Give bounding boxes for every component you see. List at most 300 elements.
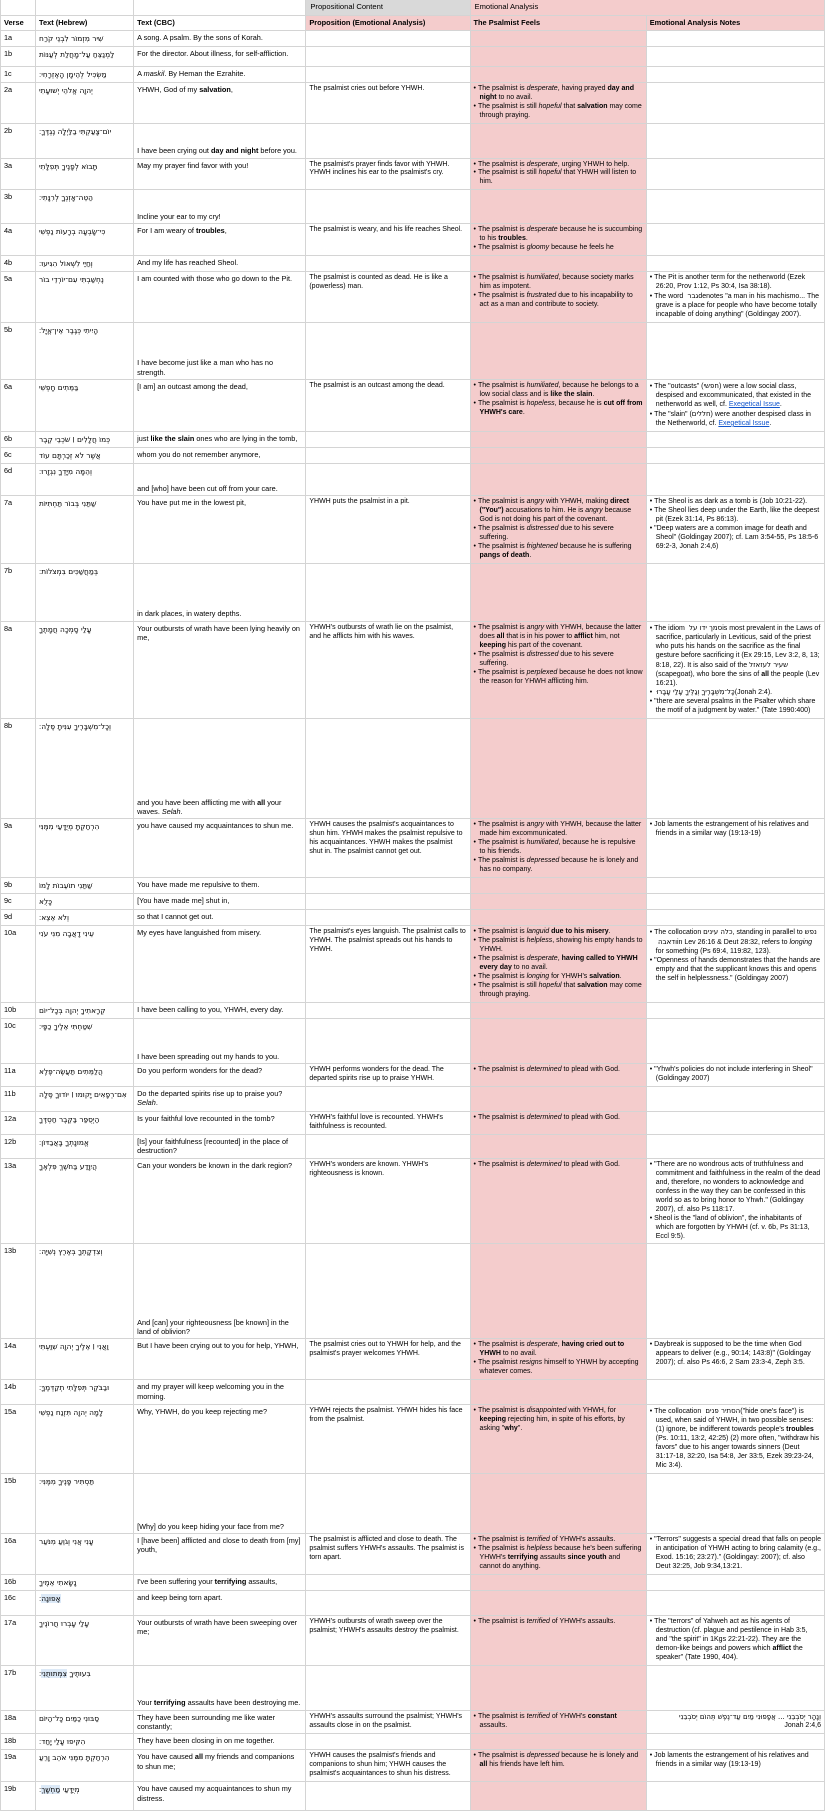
table-row[interactable] <box>1 448 825 464</box>
table-row[interactable] <box>1 1112 825 1135</box>
verse-reference: 5a <box>1 272 36 323</box>
table-row[interactable] <box>1 1019 825 1064</box>
bullet-list <box>474 382 643 418</box>
hebrew-text-cell: אִם־רְפָאִים יָקוּמוּ ׀ יוֹדוּךָ סֶּלָה <box>36 1087 134 1112</box>
hebrew-text-cell: יוֹם־צָעַקְתִּי בַלַּיְלָה נֶגְדֶּךָ׃ <box>36 123 134 158</box>
emotional-analysis-notes-cell <box>646 464 824 496</box>
psalmist-feels-cell <box>470 719 646 819</box>
table-row[interactable] <box>1 1782 825 1811</box>
cbc-translation-cell: You have put me in the lowest pit, <box>134 496 306 564</box>
psalmist-feels-cell <box>470 448 646 464</box>
bullet-list <box>474 1341 643 1377</box>
emotional-analysis-notes-cell <box>646 926 824 1003</box>
psalmist-feels-cell <box>470 1473 646 1533</box>
group-header-propositional-content: Propositional Content <box>306 0 470 15</box>
bullet-item: • The Pit is another term for the netherworld (Ezek 26:20, Prov 1:12, Ps 30:4, Isa 38:18). <box>650 274 821 292</box>
proposition-cell <box>306 1574 470 1590</box>
verse-reference: 15b <box>1 1473 36 1533</box>
verse-reference: 6d <box>1 464 36 496</box>
cbc-translation-cell: I have been crying out day and night before you. <box>134 123 306 158</box>
verse-reference: 3a <box>1 158 36 190</box>
verse-reference: 6b <box>1 431 36 447</box>
psalmist-feels-cell <box>470 66 646 82</box>
psalmist-feels-cell <box>470 819 646 878</box>
psalmist-feels-cell <box>470 1405 646 1474</box>
hebrew-text-cell: מַשְׂכִּיל לְהֵימָן הָאֶזְרָחִי׃ <box>36 66 134 82</box>
emotional-analysis-notes-cell <box>646 1380 824 1405</box>
table-row[interactable] <box>1 910 825 926</box>
proposition-cell: YHWH causes the psalmist's acquaintances to shun him. YHWH makes the psalmist repulsive to his acquaintances. YHWH makes the psalmist shut in. The psalmist cannot get out. <box>306 819 470 878</box>
group-header-blank-cbc <box>134 0 306 15</box>
column-header-proposition[interactable]: Proposition (Emotional Analysis) <box>306 15 470 30</box>
bullet-item: • The psalmist is longing for YHWH's salvation. <box>474 973 643 982</box>
emotional-analysis-notes-cell <box>646 82 824 123</box>
cbc-translation-cell: I've been suffering your terrifying assaults, <box>134 1574 306 1590</box>
hebrew-text-cell: קְרָאתִיךָ יְהוָה בְּכָל־יוֹם <box>36 1002 134 1018</box>
proposition-cell <box>306 464 470 496</box>
cbc-translation-cell: I have become just like a man who has no strength. <box>134 323 306 380</box>
hebrew-text-cell: עָלַי עָבְרוּ חֲרוֹנֶיךָ <box>36 1615 134 1665</box>
table-row[interactable] <box>1 819 825 878</box>
cbc-translation-cell: They have been closing in on me together. <box>134 1734 306 1750</box>
column-header-row <box>1 15 825 30</box>
verse-reference: 10a <box>1 926 36 1003</box>
table-row[interactable] <box>1 1615 825 1665</box>
bullet-item: • The psalmist is still hopeful that salvation may come through praying. <box>474 982 643 1000</box>
cbc-translation-cell: you have caused my acquaintances to shun me. <box>134 819 306 878</box>
emotional-analysis-notes-cell <box>646 719 824 819</box>
bullet-item: • The psalmist is distressed due to his severe suffering. <box>474 651 643 669</box>
verse-reference: 6c <box>1 448 36 464</box>
cbc-translation-cell: But I have been crying out to you for help, YHWH, <box>134 1339 306 1380</box>
hebrew-text-cell: נֶחְשַׁבְתִּי עִם־יוֹרְדֵי בוֹר <box>36 272 134 323</box>
verse-reference: 10b <box>1 1002 36 1018</box>
verse-reference: 1c <box>1 66 36 82</box>
table-row[interactable] <box>1 1590 825 1615</box>
verse-reference: 1a <box>1 30 36 46</box>
hebrew-text-cell: וַאֲנִי ׀ אֵלֶיךָ יְהוָה שִׁוַּעְתִּי <box>36 1339 134 1380</box>
table-row[interactable] <box>1 621 825 719</box>
table-row[interactable] <box>1 1002 825 1018</box>
table-row[interactable] <box>1 464 825 496</box>
bullet-list <box>650 1161 821 1242</box>
hebrew-text-cell: עָנִי אֲנִי וְגֹוֵעַ מִנֹּעַר <box>36 1533 134 1574</box>
verse-reference: 9a <box>1 819 36 878</box>
cbc-translation-cell: You have caused all my friends and companions to shun me; <box>134 1750 306 1782</box>
proposition-cell <box>306 30 470 46</box>
table-row[interactable] <box>1 496 825 564</box>
table-row[interactable] <box>1 224 825 256</box>
proposition-cell <box>306 1019 470 1064</box>
table-row[interactable] <box>1 1574 825 1590</box>
bullet-item: • The psalmist is helpless, showing his empty hands to YHWH. <box>474 937 643 955</box>
psalmist-feels-cell <box>470 496 646 564</box>
table-row[interactable] <box>1 30 825 46</box>
psalmist-feels-cell <box>470 1339 646 1380</box>
proposition-cell: The psalmist's eyes languish. The psalmist calls to YHWH. The psalmist spreads out his hands to YHWH. <box>306 926 470 1003</box>
emotional-analysis-notes-cell <box>646 1244 824 1339</box>
cbc-translation-cell: May my prayer find favor with you! <box>134 158 306 190</box>
psalmist-feels-cell <box>470 82 646 123</box>
cbc-translation-cell: YHWH, God of my salvation, <box>134 82 306 123</box>
table-row[interactable] <box>1 1158 825 1244</box>
psalmist-feels-cell <box>470 30 646 46</box>
table-row[interactable] <box>1 1750 825 1782</box>
bullet-item: • "Yhwh's policies do not include interfering in Sheol" (Goldingay 2007) <box>650 1066 821 1084</box>
bullet-item: • "There are no wondrous acts of truthfulness and commitment and faithfulness in the realm of the dead and, therefore, no wonders to acknowledge and confess in the way they can be confessed in this world so as to bring honor to Yhwh." (Goldingay 2007), cf. also Ps 118:17. <box>650 1161 821 1215</box>
hebrew-text-cell: וְהֵמָּה מִיָּדְךָ נִגְזָרוּ׃ <box>36 464 134 496</box>
emotional-analysis-notes-cell <box>646 621 824 719</box>
proposition-cell <box>306 1244 470 1339</box>
hebrew-text-cell: סַבּוּנִי כַמַּיִם כָּל־הַיּוֹם <box>36 1710 134 1734</box>
hebrew-text-cell: כִּי־שָׂבְעָה בְרָעוֹת נַפְשִׁי <box>36 224 134 256</box>
psalmist-feels-cell <box>470 1574 646 1590</box>
hebrew-text-cell: כְּמוֹ חֲלָלִים ׀ שֹׁכְבֵי קֶבֶר <box>36 431 134 447</box>
hebrew-text-cell: תַּסְתִּיר פָּנֶיךָ מִמֶּנִּי׃ <box>36 1473 134 1533</box>
hebrew-text-cell: הַטֵּה־אָזְנְךָ לְרִנָּתִי׃ <box>36 190 134 224</box>
hebrew-text-cell: בִּעוּתֶיךָ צִמְּתוּתֻנִי <box>36 1665 134 1710</box>
bullet-list <box>650 1752 821 1770</box>
table-row[interactable] <box>1 1244 825 1339</box>
emotional-analysis-notes-cell <box>646 158 824 190</box>
table-row[interactable] <box>1 272 825 323</box>
proposition-cell: The psalmist cries out to YHWH for help, and the psalmist's prayer welcomes YHWH. <box>306 1339 470 1380</box>
table-row[interactable] <box>1 719 825 819</box>
cbc-translation-cell: Your terrifying assaults have been destroying me. <box>134 1665 306 1710</box>
table-row[interactable] <box>1 1405 825 1474</box>
table-row[interactable] <box>1 256 825 272</box>
psalmist-feels-cell <box>470 1244 646 1339</box>
verse-reference: 12a <box>1 1112 36 1135</box>
verse-reference: 11b <box>1 1087 36 1112</box>
table-row[interactable] <box>1 878 825 894</box>
table-row[interactable] <box>1 46 825 66</box>
verse-reference: 19b <box>1 1782 36 1811</box>
psalmist-feels-cell <box>470 1019 646 1064</box>
proposition-cell <box>306 1380 470 1405</box>
emotional-analysis-notes-cell <box>646 496 824 564</box>
proposition-cell <box>306 1665 470 1710</box>
emotional-analysis-notes-cell <box>646 1019 824 1064</box>
verse-reference: 7a <box>1 496 36 564</box>
psalmist-feels-cell <box>470 158 646 190</box>
cbc-translation-cell: [I am] an outcast among the dead, <box>134 380 306 432</box>
column-header-emotional-analysis-notes[interactable]: Emotional Analysis Notes <box>646 15 824 30</box>
bullet-item: • "Deep waters are a common image for death and Sheol" (Goldingay 2007); cf. Lam 3:54-55, Ps 18:5-6 69:2-3, Jonah 2:4,6) <box>650 525 821 552</box>
bullet-list <box>650 1536 821 1572</box>
bullet-item: • The Sheol is as dark as a tomb is (Job 10:21-22). <box>650 498 821 507</box>
bullet-list <box>474 1713 643 1731</box>
bullet-item: • The psalmist is desperate because he is succumbing to his troubles. <box>474 226 643 244</box>
proposition-cell: YHWH's outbursts of wrath lie on the psalmist, and he afflicts him with his waves. <box>306 621 470 719</box>
cbc-translation-cell: For the director. About illness, for self-affliction. <box>134 46 306 66</box>
hebrew-text-cell: הִרְחַקְתָּ מְיֻדָּעַי מִמֶּנִּי <box>36 819 134 878</box>
psalmist-feels-cell <box>470 1665 646 1710</box>
emotional-analysis-notes-cell <box>646 1002 824 1018</box>
cbc-translation-cell: [Why] do you keep hiding your face from me? <box>134 1473 306 1533</box>
proposition-cell <box>306 123 470 158</box>
table-row[interactable] <box>1 431 825 447</box>
verse-reference: 16a <box>1 1533 36 1574</box>
proposition-cell <box>306 190 470 224</box>
bullet-item: • The idiom סמך ידו על is most prevalent in the Laws of sacrifice, particularly in Leviticus, said of the priest who puts his hands on the sacrifice as the final gesture before sacrificing it (Ex 29:15, Lev 3:2, 8, 13; 8:18, 22). It is also said of the שעיר לעזאזל (scapegoat), who bore the sins of all the people (Lev 16:21). <box>650 624 821 689</box>
cbc-translation-cell: just like the slain ones who are lying in the tomb, <box>134 431 306 447</box>
hebrew-text-cell: נָשָׂאתִי אֵמֶיךָ <box>36 1574 134 1590</box>
emotional-analysis-notes-cell <box>646 1574 824 1590</box>
table-row[interactable] <box>1 190 825 224</box>
column-header-verse[interactable]: Verse <box>1 15 36 30</box>
verse-reference: 9b <box>1 878 36 894</box>
bullet-list <box>650 821 821 839</box>
bullet-list <box>650 382 821 429</box>
proposition-cell: YHWH puts the psalmist in a pit. <box>306 496 470 564</box>
proposition-cell <box>306 1782 470 1811</box>
hebrew-text-cell: שִׁיר מִזְמוֹר לִבְנֵי קֹרַח <box>36 30 134 46</box>
bullet-list <box>474 928 643 1000</box>
hebrew-text-cell: הַיְסֻפַּר בַּקֶּבֶר חַסְדֶּךָ <box>36 1112 134 1135</box>
table-row[interactable] <box>1 1665 825 1710</box>
psalmist-feels-cell <box>470 563 646 621</box>
psalmist-feels-cell <box>470 1158 646 1244</box>
table-row[interactable] <box>1 1380 825 1405</box>
emotional-analysis-notes-cell <box>646 819 824 878</box>
hebrew-text-cell: לַמְנַצֵּחַ עַל־מָחֲלַת לְעַנּוֹת <box>36 46 134 66</box>
proposition-cell <box>306 1734 470 1750</box>
bullet-list <box>650 1407 821 1471</box>
table-row[interactable] <box>1 1734 825 1750</box>
column-header-psalmist-feels[interactable]: The Psalmist Feels <box>470 15 646 30</box>
emotional-analysis-notes-cell <box>646 1473 824 1533</box>
cbc-translation-cell: I have been calling to you, YHWH, every day. <box>134 1002 306 1018</box>
hebrew-text-cell: וְכָל־מִשְׁבָּרֶיךָ עִנִּיתָ סֶּלָה׃ <box>36 719 134 819</box>
cbc-translation-cell: and you have been afflicting me with all your waves. Selah. <box>134 719 306 819</box>
emotional-analysis-notes-cell <box>646 66 824 82</box>
proposition-cell <box>306 878 470 894</box>
emotional-analysis-notes-cell <box>646 46 824 66</box>
hebrew-text-cell: עֵינִי דָאֲבָה מִנִּי עֹנִי <box>36 926 134 1003</box>
table-row[interactable] <box>1 323 825 380</box>
table-row[interactable] <box>1 1064 825 1087</box>
bullet-list <box>650 928 821 984</box>
emotional-analysis-notes-cell <box>646 380 824 432</box>
bullet-item: • The psalmist is terrified of YHWH's assaults. <box>474 1618 643 1627</box>
group-header-emotional-analysis: Emotional Analysis <box>470 0 824 15</box>
bullet-item: • The psalmist is frightened because he is suffering pangs of death. <box>474 543 643 561</box>
bullet-list <box>474 1752 643 1770</box>
verse-reference: 18a <box>1 1710 36 1734</box>
table-row[interactable] <box>1 1473 825 1533</box>
emotional-analysis-notes-cell <box>646 563 824 621</box>
bullet-item: • The psalmist is gloomy because he feels he <box>474 244 643 253</box>
group-header-row <box>1 0 825 15</box>
bullet-item: • The psalmist is desperate, urging YHWH to help. <box>474 161 643 170</box>
bullet-item: • The psalmist resigns himself to YHWH by accepting whatever comes. <box>474 1359 643 1377</box>
bullet-item: • The psalmist is terrified of YHWH's assaults. <box>474 1536 643 1545</box>
column-header-text-hebrew[interactable]: Text (Hebrew) <box>36 15 134 30</box>
psalmist-feels-cell <box>470 380 646 432</box>
emotional-analysis-notes-cell <box>646 1665 824 1710</box>
bullet-item: • The psalmist is perplexed because he does not know the reason for YHWH afflicting him. <box>474 669 643 687</box>
bullet-item: • The psalmist is humiliated, because he belongs to a low social class and is like the slain. <box>474 382 643 400</box>
bullet-item: • The psalmist is determined to plead with God. <box>474 1066 643 1075</box>
table-row[interactable] <box>1 158 825 190</box>
table-row[interactable] <box>1 82 825 123</box>
verse-reference: 10c <box>1 1019 36 1064</box>
bullet-list <box>474 821 643 875</box>
emotional-analysis-notes-cell <box>646 190 824 224</box>
verse-reference: 9c <box>1 894 36 910</box>
bullet-list <box>474 1407 643 1434</box>
bullet-item: • The psalmist is still hopeful that salvation may come through praying. <box>474 103 643 121</box>
citation-reference: Jonah 2:4,6 <box>784 1721 821 1729</box>
psalmist-feels-cell <box>470 190 646 224</box>
verse-reference: 9d <box>1 910 36 926</box>
table-row[interactable] <box>1 1533 825 1574</box>
proposition-cell: The psalmist is weary, and his life reaches Sheol. <box>306 224 470 256</box>
hebrew-text-cell: הֲיִוָּדַע בַּחֹשֶׁךְ פִּלְאֶךָ <box>36 1158 134 1244</box>
proposition-cell <box>306 323 470 380</box>
hebrew-text-cell: הָיִיתִי כְּגֶבֶר אֵין־אֱיָל׃ <box>36 323 134 380</box>
bullet-list <box>474 1114 643 1123</box>
cbc-translation-cell: For I am weary of troubles, <box>134 224 306 256</box>
hebrew-text-cell: אֲשֶׁר לֹא זְכַרְתָּם עוֹד <box>36 448 134 464</box>
proposition-cell: YHWH's faithful love is recounted. YHWH's faithfulness is recounted. <box>306 1112 470 1135</box>
bullet-item: • The psalmist is determined to plead with God. <box>474 1161 643 1170</box>
bullet-item: • The psalmist is depressed because he is lonely and has no company. <box>474 857 643 875</box>
bullet-item: • The psalmist is frustrated due to his incapability to act as a man and contribute to society. <box>474 292 643 310</box>
bullet-item: • Job laments the estrangement of his relatives and friends in a similar way (19:13-19) <box>650 1752 821 1770</box>
bullet-list <box>650 1341 821 1368</box>
bullet-item: • The psalmist is languid due to his misery. <box>474 928 643 937</box>
hebrew-text-cell: הִרְחַקְתָּ מִמֶּנִּי אֹהֵב וָרֵעַ <box>36 1750 134 1782</box>
psalmist-feels-cell <box>470 1533 646 1574</box>
bullet-list <box>650 1618 821 1663</box>
table-row[interactable] <box>1 380 825 432</box>
verse-reference: 13b <box>1 1244 36 1339</box>
emotional-analysis-notes-cell <box>646 256 824 272</box>
psalmist-feels-cell <box>470 323 646 380</box>
proposition-cell <box>306 1087 470 1112</box>
cbc-translation-cell: I have been spreading out my hands to you. <box>134 1019 306 1064</box>
verse-reference: 8b <box>1 719 36 819</box>
bullet-item: • The psalmist is desperate, having called to YHWH every day to no avail. <box>474 955 643 973</box>
cbc-translation-cell: Your outbursts of wrath have been lying heavily on me, <box>134 621 306 719</box>
cbc-translation-cell: Is your faithful love recounted in the tomb? <box>134 1112 306 1135</box>
psalmist-feels-cell <box>470 1064 646 1087</box>
cbc-translation-cell: A maskil. By Heman the Ezrahite. <box>134 66 306 82</box>
bullet-list <box>474 85 643 121</box>
cbc-translation-cell: Do the departed spirits rise up to praise you? Selah. <box>134 1087 306 1112</box>
emotional-analysis-notes-cell <box>646 1533 824 1574</box>
verse-reference: 1b <box>1 46 36 66</box>
bullet-item: • Job laments the estrangement of his relatives and friends in a similar way (19:13-19) <box>650 821 821 839</box>
table-row[interactable] <box>1 926 825 1003</box>
bullet-item: • The psalmist is desperate, having cried out to YHWH to no avail. <box>474 1341 643 1359</box>
table-row[interactable] <box>1 1087 825 1112</box>
table-row[interactable] <box>1 894 825 910</box>
bullet-item: • The collocation הסתיר פנים ("hide one's face") is used, when said of YHWH, in two possible senses: (1) ignore, be indifferent towards people's troubles (Ps. 10:11, 13:2, 42:25) (2) more often, "withdraw his favors" due to his anger towards sinners (Deut 31:17-18, 32:20, Isa 54:8, Jer 33:5, Ezek 39:23-24, Mic 3:4). <box>650 1407 821 1471</box>
cbc-translation-cell: And [can] your righteousness [be known] in the land of oblivion? <box>134 1244 306 1339</box>
bullet-list <box>474 1536 643 1572</box>
emotional-analysis-notes-cell <box>646 1339 824 1380</box>
hebrew-text-cell: שַׁתַּנִי תוֹעֵבוֹת לָמוֹ <box>36 878 134 894</box>
emotional-analysis-notes-cell <box>646 894 824 910</box>
table-row[interactable] <box>1 1134 825 1158</box>
hebrew-text-cell: וְחַיַּי לִשְׁאוֹל הִגִּיעוּ׃ <box>36 256 134 272</box>
psalmist-feels-cell <box>470 46 646 66</box>
verse-reference: 4a <box>1 224 36 256</box>
emotional-analysis-notes-cell <box>646 1710 824 1734</box>
bullet-item: • The psalmist is angry with YHWH, because the latter does all that is in his power to afflict him, not keeping his part of the covenant. <box>474 624 643 651</box>
bullet-list <box>474 226 643 253</box>
psalmist-feels-cell <box>470 1710 646 1734</box>
proposition-cell: The psalmist is an outcast among the dead. <box>306 380 470 432</box>
bullet-list <box>650 498 821 552</box>
table-row[interactable] <box>1 1710 825 1734</box>
emotional-analysis-notes-cell <box>646 1734 824 1750</box>
emotional-analysis-notes-cell <box>646 910 824 926</box>
verse-reference: 14b <box>1 1380 36 1405</box>
bullet-item: • The psalmist is humiliated, because society marks him as impotent. <box>474 274 643 292</box>
bullet-item: • The psalmist is humiliated, because he is repulsive to his friends. <box>474 839 643 857</box>
proposition-cell <box>306 66 470 82</box>
verse-reference: 14a <box>1 1339 36 1380</box>
bullet-item: • The psalmist is angry with YHWH, because the latter made him excommunicated. <box>474 821 643 839</box>
proposition-cell <box>306 910 470 926</box>
proposition-cell <box>306 1590 470 1615</box>
hebrew-text-cell: וְצִדְקָתְךָ בְּאֶרֶץ נְשִׁיָּה׃ <box>36 1244 134 1339</box>
verse-reference: 2b <box>1 123 36 158</box>
hebrew-text-cell: הֲלַמֵּתִים תַּעֲשֶׂה־פֶּלֶא <box>36 1064 134 1087</box>
psalmist-feels-cell <box>470 1615 646 1665</box>
hebrew-text-cell: שִׁטַּחְתִּי אֵלֶיךָ כַפָּי׃ <box>36 1019 134 1064</box>
psalmist-feels-cell <box>470 272 646 323</box>
emotional-analysis-notes-cell <box>646 1112 824 1135</box>
verse-reference: 15a <box>1 1405 36 1474</box>
verse-reference: 5b <box>1 323 36 380</box>
bullet-item: • The collocation כלה עינים, standing in parallel to נפש ודאבה in Lev 26:16 & Deut 28:32, refers to longing for something (Ps 69:4, 119:82, 123). <box>650 928 821 957</box>
bullet-list <box>474 1066 643 1075</box>
emotional-analysis-notes-cell <box>646 1134 824 1158</box>
proposition-cell: The psalmist is counted as dead. He is like a (powerless) man. <box>306 272 470 323</box>
emotional-analysis-notes-cell <box>646 1590 824 1615</box>
emotional-analysis-notes-cell <box>646 448 824 464</box>
cbc-translation-cell: in dark places, in watery depths. <box>134 563 306 621</box>
emotional-analysis-notes-cell <box>646 878 824 894</box>
verse-reference: 18b <box>1 1734 36 1750</box>
bullet-item: • "there are several psalms in the Psalter which share the motif of a judgment by water." (Tate 1990:400) <box>650 698 821 716</box>
bullet-item: • "Terrors" suggests a special dread that falls on people in anticipation of YHWH acting to bring calamity (e.g., Exod. 15:16; 23:27)." (Goldingay: 2007); cf. also Deut 32:25, Job 9:34,13:21. <box>650 1536 821 1572</box>
proposition-cell <box>306 256 470 272</box>
column-header-text-cbc[interactable]: Text (CBC) <box>134 15 306 30</box>
bullet-item: • Sheol is the "land of oblivion", the inhabitants of which are forgotten by YHWH (cf. v. 6b, Ps 31:13, Eccl 9:5). <box>650 1215 821 1242</box>
cbc-translation-cell: A song. A psalm. By the sons of Korah. <box>134 30 306 46</box>
bullet-item: • The psalmist is desperate, having prayed day and night to no avail. <box>474 85 643 103</box>
cbc-translation-cell: [You have made me] shut in, <box>134 894 306 910</box>
hebrew-text-cell: וּבַבֹּקֶר תְּפִלָּתִי תְקַדְּמֶךָּ׃ <box>36 1380 134 1405</box>
bullet-item: • The psalmist is distressed due to his severe suffering. <box>474 525 643 543</box>
table-row[interactable] <box>1 563 825 621</box>
proposition-cell: YHWH's assaults surround the psalmist; YHWH's assaults close in on the psalmist. <box>306 1710 470 1734</box>
hebrew-text-cell: בַּמֵּתִים חָפְשִׁי <box>36 380 134 432</box>
proposition-cell: YHWH causes the psalmist's friends and companions to shun him; YHWH causes the psalmist's acquaintances to shun his distress. <box>306 1750 470 1782</box>
table-row[interactable] <box>1 123 825 158</box>
table-row[interactable] <box>1 1339 825 1380</box>
table-row[interactable] <box>1 66 825 82</box>
psalmist-feels-cell <box>470 464 646 496</box>
hebrew-text-cell: תָּבוֹא לְפָנֶיךָ תְּפִלָּתִי <box>36 158 134 190</box>
proposition-cell <box>306 563 470 621</box>
